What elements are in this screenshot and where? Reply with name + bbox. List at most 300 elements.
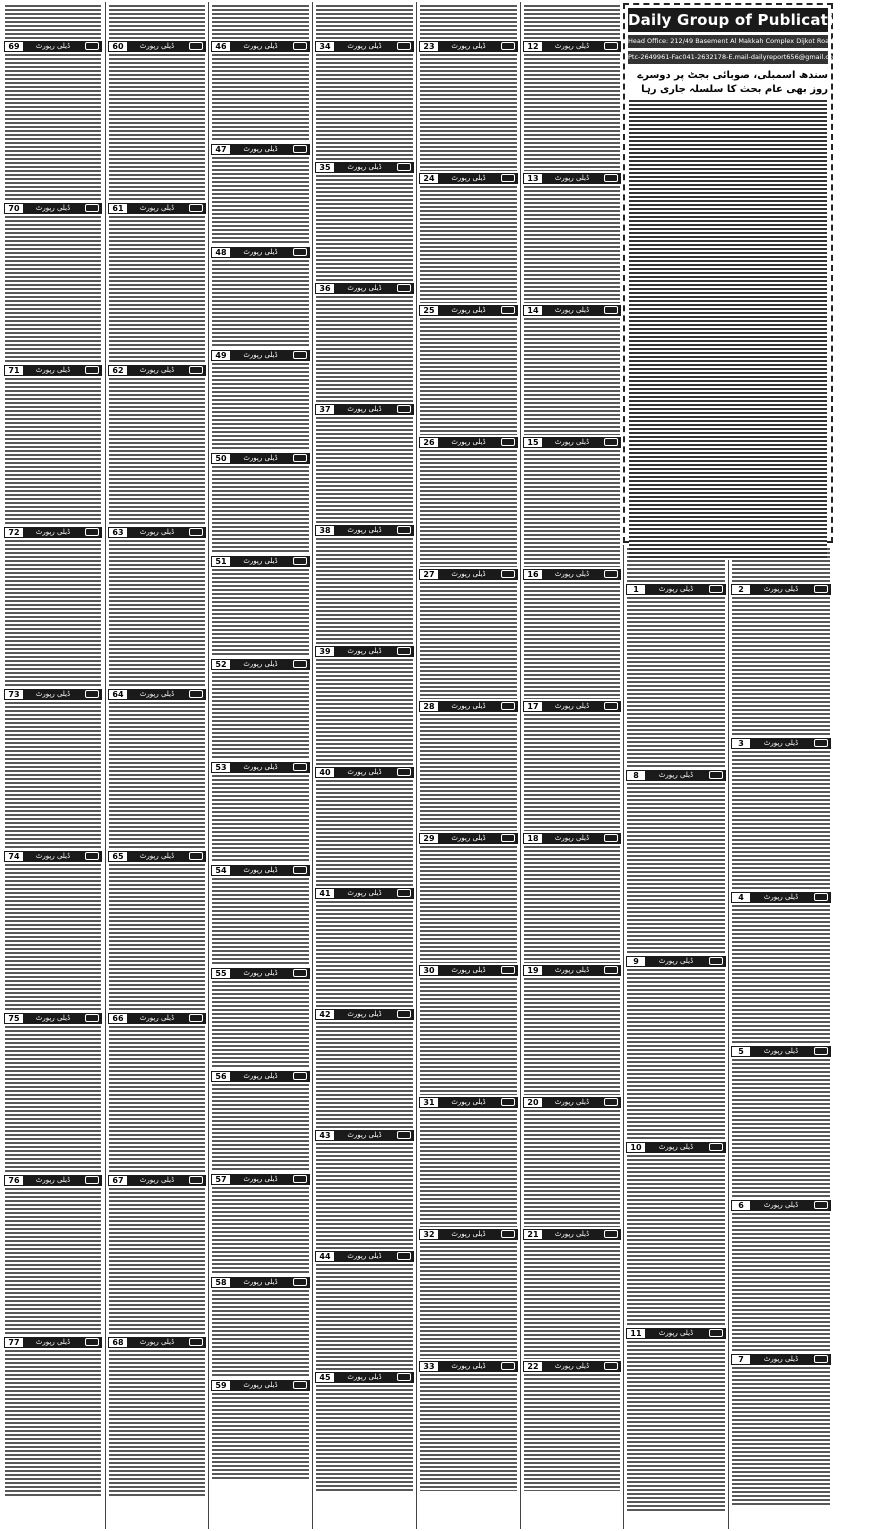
- section-bar: [419, 305, 518, 316]
- article-body: [420, 54, 517, 171]
- article-body: [524, 1110, 620, 1227]
- article-body: [212, 363, 309, 451]
- article-number: 51: [211, 556, 231, 567]
- article-body: [5, 1188, 101, 1335]
- newspaper-logo-icon: [501, 438, 515, 446]
- article-body: [5, 378, 101, 525]
- article-body: [524, 1374, 620, 1491]
- section-bar: [211, 350, 310, 361]
- newspaper-logo-icon: [85, 852, 99, 860]
- newspaper-logo-icon: [709, 771, 723, 779]
- section-bar: [4, 689, 102, 700]
- section-bar: [626, 584, 726, 595]
- section-bar: [419, 437, 518, 448]
- section-bar: [211, 1071, 310, 1082]
- section-bar: [4, 365, 102, 376]
- article-number: 61: [108, 203, 128, 214]
- section-tag: ڈیلی رپورٹ: [451, 438, 486, 446]
- newspaper-logo-icon: [293, 1072, 307, 1080]
- article-body: [420, 5, 517, 39]
- section-tag: ڈیلی رپورٹ: [243, 42, 278, 50]
- newspaper-logo-icon: [709, 1329, 723, 1337]
- article-number: 23: [419, 41, 439, 52]
- article-number: 58: [211, 1277, 231, 1288]
- newspaper-logo-icon: [85, 204, 99, 212]
- article-number: 70: [4, 203, 24, 214]
- section-tag: ڈیلی رپورٹ: [763, 893, 799, 901]
- section-bar: [523, 569, 621, 580]
- article-number: 37: [315, 404, 335, 415]
- newspaper-logo-icon: [397, 1131, 411, 1139]
- section-bar: [211, 865, 310, 876]
- article-number: 47: [211, 144, 231, 155]
- article-body: [732, 905, 830, 1044]
- article-number: 72: [4, 527, 24, 538]
- article-body: [524, 54, 620, 171]
- article-body: [212, 1084, 309, 1172]
- article-body: [420, 846, 517, 963]
- section-tag: ڈیلی رپورٹ: [243, 248, 278, 256]
- section-bar: [523, 833, 621, 844]
- article-body: [109, 540, 205, 687]
- article-body: [109, 702, 205, 849]
- article-number: 57: [211, 1174, 231, 1185]
- article-number: 6: [731, 1200, 751, 1211]
- article-body: [109, 1188, 205, 1335]
- lead-article-body: [629, 100, 827, 560]
- newspaper-logo-icon: [293, 145, 307, 153]
- section-tag: ڈیلی رپورٹ: [35, 42, 71, 50]
- newspaper-logo-icon: [604, 174, 618, 182]
- article-number: 68: [108, 1337, 128, 1348]
- section-tag: ڈیلی رپورٹ: [554, 570, 590, 578]
- article-body: [5, 1026, 101, 1173]
- section-tag: ڈیلی رپورٹ: [139, 1176, 175, 1184]
- section-tag: ڈیلی رپورٹ: [243, 145, 278, 153]
- news-column: [520, 2, 623, 1529]
- section-bar: [211, 1380, 310, 1391]
- article-body: [420, 450, 517, 567]
- section-tag: ڈیلی رپورٹ: [139, 366, 175, 374]
- section-bar: [108, 1175, 206, 1186]
- article-number: 63: [108, 527, 128, 538]
- section-tag: ڈیلی رپورٹ: [139, 528, 175, 536]
- section-bar: [731, 892, 831, 903]
- article-number: 50: [211, 453, 231, 464]
- newspaper-logo-icon: [189, 528, 203, 536]
- article-number: 13: [523, 173, 543, 184]
- newspaper-logo-icon: [189, 1338, 203, 1346]
- newspaper-logo-icon: [604, 1230, 618, 1238]
- section-bar: [419, 1097, 518, 1108]
- article-number: 20: [523, 1097, 543, 1108]
- article-body: [316, 1385, 413, 1491]
- article-number: 64: [108, 689, 128, 700]
- article-number: 18: [523, 833, 543, 844]
- section-bar: [315, 646, 414, 657]
- section-tag: ڈیلی رپورٹ: [35, 528, 71, 536]
- article-body: [212, 157, 309, 245]
- newspaper-logo-icon: [85, 42, 99, 50]
- section-tag: ڈیلی رپورٹ: [554, 306, 590, 314]
- section-tag: ڈیلی رپورٹ: [763, 1201, 799, 1209]
- section-tag: ڈیلی رپورٹ: [347, 889, 382, 897]
- article-body: [5, 540, 101, 687]
- article-number: 74: [4, 851, 24, 862]
- newspaper-logo-icon: [189, 204, 203, 212]
- section-bar: [523, 1229, 621, 1240]
- article-body: [524, 1242, 620, 1359]
- article-number: 48: [211, 247, 231, 258]
- section-bar: [211, 453, 310, 464]
- newspaper-logo-icon: [293, 1175, 307, 1183]
- section-bar: [419, 833, 518, 844]
- article-body: [627, 597, 725, 768]
- section-tag: ڈیلی رپورٹ: [243, 557, 278, 565]
- newspaper-logo-icon: [397, 284, 411, 292]
- article-number: 30: [419, 965, 439, 976]
- article-number: 34: [315, 41, 335, 52]
- section-bar: [211, 247, 310, 258]
- section-bar: [731, 738, 831, 749]
- newspaper-logo-icon: [709, 585, 723, 593]
- article-body: [316, 5, 413, 39]
- article-body: [524, 450, 620, 567]
- article-body: [627, 1155, 725, 1326]
- article-number: 33: [419, 1361, 439, 1372]
- newspaper-logo-icon: [293, 866, 307, 874]
- section-bar: [523, 173, 621, 184]
- newspaper-logo-icon: [709, 1143, 723, 1151]
- article-number: 41: [315, 888, 335, 899]
- section-tag: ڈیلی رپورٹ: [658, 585, 694, 593]
- section-tag: ڈیلی رپورٹ: [347, 1252, 382, 1260]
- article-number: 56: [211, 1071, 231, 1082]
- article-number: 66: [108, 1013, 128, 1024]
- section-tag: ڈیلی رپورٹ: [451, 570, 486, 578]
- section-bar: [731, 1046, 831, 1057]
- section-tag: ڈیلی رپورٹ: [554, 834, 590, 842]
- article-number: 55: [211, 968, 231, 979]
- article-number: 62: [108, 365, 128, 376]
- article-body: [212, 569, 309, 657]
- newspaper-logo-icon: [604, 834, 618, 842]
- section-tag: ڈیلی رپورٹ: [554, 1230, 590, 1238]
- article-body: [627, 969, 725, 1140]
- section-tag: ڈیلی رپورٹ: [35, 1338, 71, 1346]
- section-tag: ڈیلی رپورٹ: [347, 1010, 382, 1018]
- article-body: [732, 1059, 830, 1198]
- section-tag: ڈیلی رپورٹ: [243, 454, 278, 462]
- article-number: 16: [523, 569, 543, 580]
- section-bar: [419, 569, 518, 580]
- section-tag: ڈیلی رپورٹ: [554, 702, 590, 710]
- newspaper-logo-icon: [85, 1338, 99, 1346]
- article-number: 22: [523, 1361, 543, 1372]
- article-number: 35: [315, 162, 335, 173]
- section-bar: [419, 701, 518, 712]
- section-bar: [4, 527, 102, 538]
- newspaper-logo-icon: [814, 1047, 828, 1055]
- article-number: 31: [419, 1097, 439, 1108]
- section-bar: [4, 851, 102, 862]
- newspaper-logo-icon: [293, 351, 307, 359]
- section-tag: ڈیلی رپورٹ: [451, 966, 486, 974]
- article-number: 75: [4, 1013, 24, 1024]
- section-bar: [108, 1013, 206, 1024]
- newspaper-logo-icon: [189, 1014, 203, 1022]
- article-number: 67: [108, 1175, 128, 1186]
- newspaper-logo-icon: [293, 248, 307, 256]
- section-tag: ڈیلی رپورٹ: [243, 1381, 278, 1389]
- section-tag: ڈیلی رپورٹ: [139, 690, 175, 698]
- article-number: 5: [731, 1046, 751, 1057]
- article-number: 39: [315, 646, 335, 657]
- newspaper-logo-icon: [85, 1176, 99, 1184]
- section-bar: [626, 956, 726, 967]
- section-bar: [211, 144, 310, 155]
- section-tag: ڈیلی رپورٹ: [451, 306, 486, 314]
- article-number: 42: [315, 1009, 335, 1020]
- newspaper-logo-icon: [397, 889, 411, 897]
- section-tag: ڈیلی رپورٹ: [658, 1143, 694, 1151]
- newspaper-logo-icon: [501, 702, 515, 710]
- newspaper-logo-icon: [293, 42, 307, 50]
- article-body: [212, 260, 309, 348]
- section-tag: ڈیلی رپورٹ: [554, 1098, 590, 1106]
- section-tag: ڈیلی رپورٹ: [347, 1373, 382, 1381]
- article-number: 2: [731, 584, 751, 595]
- newspaper-logo-icon: [501, 966, 515, 974]
- article-number: 24: [419, 173, 439, 184]
- newspaper-logo-icon: [604, 570, 618, 578]
- newspaper-logo-icon: [85, 1014, 99, 1022]
- contact-line: Ptc-2649961-Fac041-2632178-E.mail-dailyreport656@gmail.com: [628, 51, 828, 64]
- article-number: 53: [211, 762, 231, 773]
- newspaper-logo-icon: [604, 702, 618, 710]
- article-body: [316, 296, 413, 402]
- section-tag: ڈیلی رپورٹ: [763, 585, 799, 593]
- newspaper-logo-icon: [814, 585, 828, 593]
- newspaper-logo-icon: [501, 1098, 515, 1106]
- article-body: [732, 1367, 830, 1506]
- article-body: [627, 783, 725, 954]
- newspaper-logo-icon: [604, 438, 618, 446]
- section-tag: ڈیلی رپورٹ: [658, 1329, 694, 1337]
- section-bar: [315, 888, 414, 899]
- publication-title: Daily Group of Publication: [628, 8, 828, 32]
- section-tag: ڈیلی رپورٹ: [451, 174, 486, 182]
- newspaper-logo-icon: [293, 660, 307, 668]
- section-tag: ڈیلی رپورٹ: [347, 284, 382, 292]
- article-body: [732, 751, 830, 890]
- newspaper-logo-icon: [293, 454, 307, 462]
- article-number: 76: [4, 1175, 24, 1186]
- article-body: [420, 1110, 517, 1227]
- section-tag: ڈیلی رپورٹ: [451, 834, 486, 842]
- article-body: [109, 1350, 205, 1497]
- newspaper-logo-icon: [85, 366, 99, 374]
- article-number: 45: [315, 1372, 335, 1383]
- article-number: 29: [419, 833, 439, 844]
- article-body: [5, 5, 101, 39]
- article-number: 1: [626, 584, 646, 595]
- newspaper-logo-icon: [293, 1278, 307, 1286]
- section-bar: [315, 1009, 414, 1020]
- section-tag: ڈیلی رپورٹ: [347, 42, 382, 50]
- article-body: [316, 1264, 413, 1370]
- section-bar: [731, 1200, 831, 1211]
- section-tag: ڈیلی رپورٹ: [763, 1047, 799, 1055]
- section-bar: [4, 1337, 102, 1348]
- newspaper-logo-icon: [604, 1098, 618, 1106]
- section-tag: ڈیلی رپورٹ: [451, 1230, 486, 1238]
- article-body: [316, 417, 413, 523]
- section-bar: [523, 1097, 621, 1108]
- section-bar: [108, 41, 206, 52]
- section-bar: [211, 659, 310, 670]
- article-body: [420, 714, 517, 831]
- newspaper-logo-icon: [293, 557, 307, 565]
- section-tag: ڈیلی رپورٹ: [451, 1362, 486, 1370]
- article-body: [316, 901, 413, 1007]
- section-tag: ڈیلی رپورٹ: [451, 42, 486, 50]
- section-bar: [523, 701, 621, 712]
- article-number: 52: [211, 659, 231, 670]
- newspaper-logo-icon: [189, 690, 203, 698]
- newspaper-logo-icon: [397, 526, 411, 534]
- article-body: [524, 582, 620, 699]
- section-tag: ڈیلی رپورٹ: [243, 351, 278, 359]
- article-number: 8: [626, 770, 646, 781]
- section-tag: ڈیلی رپورٹ: [347, 1131, 382, 1139]
- section-tag: ڈیلی رپورٹ: [347, 768, 382, 776]
- article-body: [524, 846, 620, 963]
- newspaper-logo-icon: [501, 570, 515, 578]
- article-number: 19: [523, 965, 543, 976]
- section-tag: ڈیلی رپورٹ: [243, 866, 278, 874]
- section-bar: [108, 365, 206, 376]
- article-body: [109, 864, 205, 1011]
- article-number: 12: [523, 41, 543, 52]
- section-tag: ڈیلی رپورٹ: [451, 1098, 486, 1106]
- article-body: [316, 659, 413, 765]
- section-bar: [4, 41, 102, 52]
- masthead-box: [623, 3, 870, 543]
- section-bar: [315, 283, 414, 294]
- article-number: 65: [108, 851, 128, 862]
- article-body: [109, 216, 205, 363]
- newspaper-logo-icon: [189, 1176, 203, 1184]
- article-body: [420, 318, 517, 435]
- article-number: 7: [731, 1354, 751, 1365]
- section-tag: ڈیلی رپورٹ: [554, 1362, 590, 1370]
- newspaper-logo-icon: [814, 1201, 828, 1209]
- article-body: [524, 978, 620, 1095]
- section-tag: ڈیلی رپورٹ: [35, 1176, 71, 1184]
- article-body: [212, 1290, 309, 1378]
- article-body: [212, 1187, 309, 1275]
- article-number: 27: [419, 569, 439, 580]
- section-bar: [523, 965, 621, 976]
- newspaper-logo-icon: [814, 739, 828, 747]
- newspaper-logo-icon: [85, 690, 99, 698]
- section-bar: [108, 527, 206, 538]
- article-number: 77: [4, 1337, 24, 1348]
- newspaper-logo-icon: [85, 528, 99, 536]
- section-tag: ڈیلی رپورٹ: [554, 42, 590, 50]
- newspaper-logo-icon: [397, 1373, 411, 1381]
- newspaper-logo-icon: [397, 405, 411, 413]
- news-column: [416, 2, 520, 1529]
- article-number: 38: [315, 525, 335, 536]
- newspaper-logo-icon: [189, 852, 203, 860]
- newspaper-logo-icon: [397, 42, 411, 50]
- article-body: [109, 378, 205, 525]
- news-column: [105, 2, 208, 1529]
- article-body: [316, 1022, 413, 1128]
- article-body: [5, 54, 101, 201]
- news-column: [208, 2, 312, 1529]
- article-number: 17: [523, 701, 543, 712]
- section-tag: ڈیلی رپورٹ: [243, 763, 278, 771]
- section-tag: ڈیلی رپورٹ: [139, 1014, 175, 1022]
- article-body: [316, 538, 413, 644]
- section-tag: ڈیلی رپورٹ: [347, 405, 382, 413]
- article-body: [316, 54, 413, 160]
- article-body: [109, 5, 205, 39]
- section-tag: ڈیلی رپورٹ: [243, 969, 278, 977]
- section-bar: [523, 1361, 621, 1372]
- section-tag: ڈیلی رپورٹ: [35, 690, 71, 698]
- news-column: [728, 545, 833, 1529]
- article-number: 11: [626, 1328, 646, 1339]
- section-bar: [419, 965, 518, 976]
- newspaper-logo-icon: [604, 966, 618, 974]
- section-tag: ڈیلی رپورٹ: [243, 1175, 278, 1183]
- article-number: 46: [211, 41, 231, 52]
- section-bar: [315, 1251, 414, 1262]
- section-bar: [523, 41, 621, 52]
- article-number: 9: [626, 956, 646, 967]
- article-number: 4: [731, 892, 751, 903]
- news-column: [312, 2, 416, 1529]
- article-number: 59: [211, 1380, 231, 1391]
- section-bar: [211, 968, 310, 979]
- article-body: [212, 54, 309, 142]
- newspaper-logo-icon: [397, 1010, 411, 1018]
- article-body: [524, 318, 620, 435]
- article-body: [5, 864, 101, 1011]
- newspaper-logo-icon: [293, 1381, 307, 1389]
- section-bar: [211, 1277, 310, 1288]
- newspaper-logo-icon: [293, 763, 307, 771]
- section-bar: [419, 41, 518, 52]
- newspaper-logo-icon: [189, 42, 203, 50]
- article-body: [316, 1143, 413, 1249]
- section-tag: ڈیلی رپورٹ: [451, 702, 486, 710]
- section-bar: [315, 1372, 414, 1383]
- section-tag: ڈیلی رپورٹ: [243, 1278, 278, 1286]
- section-tag: ڈیلی رپورٹ: [35, 852, 71, 860]
- section-bar: [4, 1013, 102, 1024]
- section-tag: ڈیلی رپورٹ: [347, 526, 382, 534]
- article-number: 3: [731, 738, 751, 749]
- section-bar: [108, 203, 206, 214]
- section-tag: ڈیلی رپورٹ: [139, 42, 175, 50]
- section-tag: ڈیلی رپورٹ: [243, 660, 278, 668]
- office-address: Head Office: 212/49 Basement Al Makkah Complex Dijkot Road Faisalabad: [628, 35, 828, 48]
